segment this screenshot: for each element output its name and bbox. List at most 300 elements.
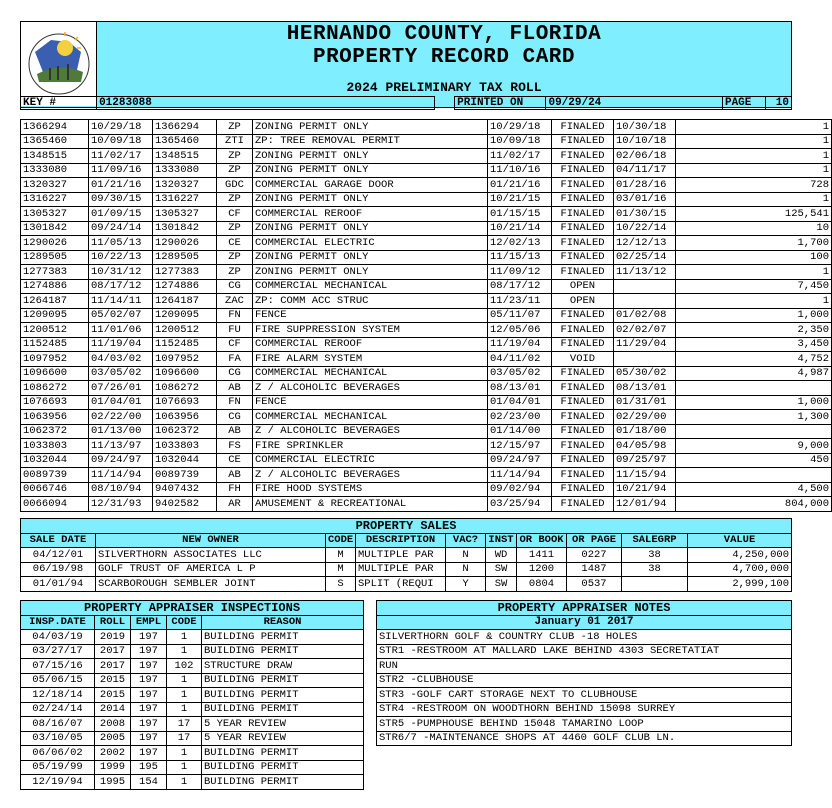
key-row (20, 96, 792, 110)
final-date: 10/10/18 (614, 134, 676, 149)
application-date: 04/11/02 (488, 352, 552, 367)
final-date: 12/01/94 (614, 497, 676, 512)
permit-value: 1 (676, 149, 832, 164)
issue-date: 11/19/04 (89, 337, 153, 352)
sales-column-header: OR BOOK (517, 533, 567, 548)
permit-number: 1086272 (21, 381, 89, 396)
sales-column-header: SALE DATE (21, 533, 96, 548)
permit-value: 1 (676, 120, 832, 135)
sale-date: 06/19/98 (21, 562, 96, 577)
permit-id: 1320327 (153, 178, 217, 193)
issue-date: 09/30/15 (89, 192, 153, 207)
permit-value: 100 (676, 250, 832, 265)
permit-code: ZP (217, 149, 253, 164)
property-sales-table (20, 518, 792, 592)
permit-row (21, 265, 832, 280)
permit-number: 1076693 (21, 395, 89, 410)
permit-description: ZONING PERMIT ONLY (253, 149, 488, 164)
final-date (614, 279, 676, 294)
permit-status: FINALED (552, 192, 614, 207)
permit-value: 4,752 (676, 352, 832, 367)
permit-row (21, 337, 832, 352)
permit-row (21, 149, 832, 164)
issue-date: 08/17/12 (89, 279, 153, 294)
permit-row (21, 497, 832, 512)
page-value: 10 (765, 97, 791, 110)
vacant-flag: N (446, 562, 486, 577)
inspection-row (21, 775, 364, 790)
sales-column-header: VAC? (446, 533, 486, 548)
permit-row (21, 439, 832, 454)
permits-table (20, 119, 832, 512)
inspection-row (21, 717, 364, 732)
inspections-table (20, 600, 364, 790)
permit-row (21, 352, 832, 367)
inspection-reason: BUILDING PERMIT (202, 702, 364, 717)
permit-row (21, 323, 832, 338)
printed-label: PRINTED ON (455, 97, 546, 110)
permit-code: FS (217, 439, 253, 454)
permit-value: 1,300 (676, 410, 832, 425)
instrument: SW (486, 562, 517, 577)
permit-status: FINALED (552, 250, 614, 265)
application-date: 12/05/06 (488, 323, 552, 338)
inspection-date: 03/10/05 (21, 731, 95, 746)
final-date: 02/29/00 (614, 410, 676, 425)
permit-id: 1333080 (153, 163, 217, 178)
application-date: 11/10/16 (488, 163, 552, 178)
note-line: RUN (377, 659, 792, 674)
final-date: 10/22/14 (614, 221, 676, 236)
application-date: 10/09/18 (488, 134, 552, 149)
permit-id: 1076693 (153, 395, 217, 410)
employee: 197 (131, 746, 167, 761)
final-date: 02/02/07 (614, 323, 676, 338)
permit-id: 1209095 (153, 308, 217, 323)
permit-number: 0066746 (21, 482, 89, 497)
permit-status: FINALED (552, 265, 614, 280)
key-label: KEY # (21, 97, 97, 110)
note-row (377, 731, 792, 746)
sale-group: 38 (622, 562, 688, 577)
sales-title: PROPERTY SALES (21, 519, 792, 534)
note-row (377, 688, 792, 703)
permit-status: FINALED (552, 163, 614, 178)
permit-value (676, 424, 832, 439)
inspection-reason: BUILDING PERMIT (202, 644, 364, 659)
inspection-code: 17 (167, 717, 202, 732)
permit-status: FINALED (552, 178, 614, 193)
permit-number: 1274886 (21, 279, 89, 294)
inspection-date: 05/06/15 (21, 673, 95, 688)
permit-value: 3,450 (676, 337, 832, 352)
application-date: 08/13/01 (488, 381, 552, 396)
application-date: 10/21/15 (488, 192, 552, 207)
roll-year: 1995 (95, 775, 131, 790)
sale-group (622, 577, 688, 592)
permit-code: CE (217, 236, 253, 251)
inspection-code: 17 (167, 731, 202, 746)
permit-description: FIRE ALARM SYSTEM (253, 352, 488, 367)
inspection-code: 1 (167, 644, 202, 659)
permit-id: 1289505 (153, 250, 217, 265)
final-date: 08/13/01 (614, 381, 676, 396)
inspection-row (21, 659, 364, 674)
page-label: PAGE (722, 97, 765, 110)
permit-id: 1348515 (153, 149, 217, 164)
permit-description: FIRE SUPPRESSION SYSTEM (253, 323, 488, 338)
permit-row (21, 250, 832, 265)
or-book: 1200 (517, 562, 567, 577)
permit-status: FINALED (552, 207, 614, 222)
permit-number: 0066094 (21, 497, 89, 512)
permit-code: AB (217, 468, 253, 483)
inspection-row (21, 630, 364, 645)
sales-column-header: OR PAGE (567, 533, 622, 548)
note-row (377, 644, 792, 659)
permit-value: 804,000 (676, 497, 832, 512)
inspection-date: 03/27/17 (21, 644, 95, 659)
application-date: 12/02/13 (488, 236, 552, 251)
application-date: 11/23/11 (488, 294, 552, 309)
sales-row (21, 548, 792, 563)
instrument: SW (486, 577, 517, 592)
permit-value: 4,500 (676, 482, 832, 497)
permit-description: COMMERCIAL ELECTRIC (253, 236, 488, 251)
issue-date: 11/14/11 (89, 294, 153, 309)
inspection-date: 07/15/16 (21, 659, 95, 674)
permit-status: OPEN (552, 294, 614, 309)
inspections-column-header: CODE (167, 615, 202, 630)
issue-date: 05/02/07 (89, 308, 153, 323)
application-date: 01/04/01 (488, 395, 552, 410)
issue-date: 01/13/00 (89, 424, 153, 439)
permit-number: 1063956 (21, 410, 89, 425)
permit-id: 1301842 (153, 221, 217, 236)
permit-code: FU (217, 323, 253, 338)
employee: 154 (131, 775, 167, 790)
roll-year: 2019 (95, 630, 131, 645)
permit-status: FINALED (552, 134, 614, 149)
new-owner: SCARBOROUGH SEMBLER JOINT (96, 577, 326, 592)
application-date: 11/19/04 (488, 337, 552, 352)
sale-value: 4,700,000 (688, 562, 792, 577)
inspection-date: 12/19/94 (21, 775, 95, 790)
permit-status: FINALED (552, 337, 614, 352)
permit-id: 1096600 (153, 366, 217, 381)
instrument: WD (486, 548, 517, 563)
key-spacer (434, 97, 454, 110)
permit-description: COMMERCIAL MECHANICAL (253, 410, 488, 425)
or-page: 0227 (567, 548, 622, 563)
permit-description: FIRE SPRINKLER (253, 439, 488, 454)
permit-id: 1316227 (153, 192, 217, 207)
permit-id: 1365460 (153, 134, 217, 149)
issue-date: 10/31/12 (89, 265, 153, 280)
inspection-row (21, 673, 364, 688)
permit-code: FH (217, 482, 253, 497)
issue-date: 10/09/18 (89, 134, 153, 149)
permit-number: 1290026 (21, 236, 89, 251)
issue-date: 11/05/13 (89, 236, 153, 251)
or-page: 0537 (567, 577, 622, 592)
permit-code: AR (217, 497, 253, 512)
permit-status: FINALED (552, 497, 614, 512)
issue-date: 11/13/97 (89, 439, 153, 454)
permit-description: ZP: COMM ACC STRUC (253, 294, 488, 309)
roll-year: 2005 (95, 731, 131, 746)
permit-number: 1365460 (21, 134, 89, 149)
permit-number: 1032044 (21, 453, 89, 468)
permit-row (21, 482, 832, 497)
application-date: 10/29/18 (488, 120, 552, 135)
final-date: 01/02/08 (614, 308, 676, 323)
inspection-date: 06/06/02 (21, 746, 95, 761)
issue-date: 04/03/02 (89, 352, 153, 367)
permit-code: FN (217, 395, 253, 410)
permit-number: 0089739 (21, 468, 89, 483)
inspection-date: 08/16/07 (21, 717, 95, 732)
permit-description: FENCE (253, 395, 488, 410)
permit-code: CF (217, 207, 253, 222)
permit-number: 1289505 (21, 250, 89, 265)
roll-year: 2014 (95, 702, 131, 717)
permit-code: AB (217, 381, 253, 396)
note-line: STR5 -PUMPHOUSE BEHIND 15048 TAMARINO LOOP (377, 717, 792, 732)
roll-year: 2017 (95, 659, 131, 674)
roll-year: 2002 (95, 746, 131, 761)
permit-id: 1200512 (153, 323, 217, 338)
employee: 197 (131, 702, 167, 717)
issue-date: 12/31/93 (89, 497, 153, 512)
final-date: 02/25/14 (614, 250, 676, 265)
permit-status: FINALED (552, 323, 614, 338)
permit-description: AMUSEMENT & RECREATIONAL (253, 497, 488, 512)
inspection-code: 1 (167, 746, 202, 761)
permit-status: FINALED (552, 308, 614, 323)
sales-column-header: SALEGRP (622, 533, 688, 548)
final-date: 11/13/12 (614, 265, 676, 280)
permit-code: ZP (217, 192, 253, 207)
note-line: STR1 -RESTROOM AT MALLARD LAKE BEHIND 4303 SECRETATIAT (377, 644, 792, 659)
employee: 197 (131, 673, 167, 688)
permit-value: 9,000 (676, 439, 832, 454)
permit-status: FINALED (552, 221, 614, 236)
permit-id: 1097952 (153, 352, 217, 367)
permit-number: 1264187 (21, 294, 89, 309)
permit-value: 1 (676, 163, 832, 178)
inspection-row (21, 644, 364, 659)
permit-status: FINALED (552, 410, 614, 425)
permit-value: 1,000 (676, 395, 832, 410)
sales-column-header: INST (486, 533, 517, 548)
permit-code: ZTI (217, 134, 253, 149)
permit-id: 1305327 (153, 207, 217, 222)
permit-value: 2,350 (676, 323, 832, 338)
permit-id: 1366294 (153, 120, 217, 135)
permit-description: ZONING PERMIT ONLY (253, 163, 488, 178)
permit-value: 7,450 (676, 279, 832, 294)
issue-date: 09/24/14 (89, 221, 153, 236)
note-row (377, 630, 792, 645)
permit-code: CG (217, 366, 253, 381)
permit-id: 1264187 (153, 294, 217, 309)
permit-id: 1086272 (153, 381, 217, 396)
permit-id: 0089739 (153, 468, 217, 483)
permit-number: 1301842 (21, 221, 89, 236)
sales-column-header: NEW OWNER (96, 533, 326, 548)
note-row (377, 673, 792, 688)
permit-row (21, 279, 832, 294)
permit-code: FA (217, 352, 253, 367)
final-date: 01/28/16 (614, 178, 676, 193)
county-seal-logo (21, 22, 97, 106)
permit-number: 1348515 (21, 149, 89, 164)
permit-code: ZP (217, 163, 253, 178)
notes-date: January 01 2017 (377, 615, 792, 630)
permit-number: 1316227 (21, 192, 89, 207)
final-date: 04/05/98 (614, 439, 676, 454)
application-date: 12/15/97 (488, 439, 552, 454)
sale-code: M (326, 562, 356, 577)
permit-row (21, 366, 832, 381)
permit-row (21, 424, 832, 439)
note-line: STR3 -GOLF CART STORAGE NEXT TO CLUBHOUSE (377, 688, 792, 703)
application-date: 09/24/97 (488, 453, 552, 468)
permit-id: 1063956 (153, 410, 217, 425)
roll-year: 2015 (95, 673, 131, 688)
permit-description: ZP: TREE REMOVAL PERMIT (253, 134, 488, 149)
permit-status: OPEN (552, 279, 614, 294)
inspection-row (21, 702, 364, 717)
employee: 197 (131, 630, 167, 645)
sale-value: 4,250,000 (688, 548, 792, 563)
employee: 197 (131, 659, 167, 674)
application-date: 02/23/00 (488, 410, 552, 425)
permit-number: 1277383 (21, 265, 89, 280)
permit-id: 9402582 (153, 497, 217, 512)
permit-value: 1 (676, 192, 832, 207)
permit-description: FIRE HOOD SYSTEMS (253, 482, 488, 497)
permit-number: 1209095 (21, 308, 89, 323)
application-date: 11/09/12 (488, 265, 552, 280)
permit-id: 1152485 (153, 337, 217, 352)
permit-code: CE (217, 453, 253, 468)
inspections-column-header: INSP.DATE (21, 615, 95, 630)
permit-id: 1033803 (153, 439, 217, 454)
permit-description: COMMERCIAL REROOF (253, 207, 488, 222)
issue-date: 11/09/16 (89, 163, 153, 178)
employee: 197 (131, 731, 167, 746)
permit-row (21, 468, 832, 483)
key-value: 01283088 (97, 97, 435, 110)
inspection-reason: 5 YEAR REVIEW (202, 717, 364, 732)
permit-status: FINALED (552, 439, 614, 454)
permit-code: ZP (217, 120, 253, 135)
issue-date: 08/10/94 (89, 482, 153, 497)
issue-date: 01/09/15 (89, 207, 153, 222)
permit-description: ZONING PERMIT ONLY (253, 250, 488, 265)
roll-year: 2015 (95, 688, 131, 703)
permit-row (21, 410, 832, 425)
permit-number: 1200512 (21, 323, 89, 338)
application-date: 01/14/00 (488, 424, 552, 439)
permit-value: 125,541 (676, 207, 832, 222)
permit-value: 10 (676, 221, 832, 236)
permit-value (676, 381, 832, 396)
permit-description: ZONING PERMIT ONLY (253, 221, 488, 236)
permit-description: COMMERCIAL MECHANICAL (253, 366, 488, 381)
application-date: 03/05/02 (488, 366, 552, 381)
permit-row (21, 207, 832, 222)
final-date: 09/25/97 (614, 453, 676, 468)
application-date: 08/17/12 (488, 279, 552, 294)
employee: 197 (131, 644, 167, 659)
permit-status: FINALED (552, 120, 614, 135)
permit-id: 9407432 (153, 482, 217, 497)
new-owner: SILVERTHORN ASSOCIATES LLC (96, 548, 326, 563)
note-row (377, 717, 792, 732)
permit-status: VOID (552, 352, 614, 367)
permit-code: CG (217, 279, 253, 294)
final-date: 01/30/15 (614, 207, 676, 222)
permit-value: 4,987 (676, 366, 832, 381)
sale-description: SPLIT (REQUI (356, 577, 446, 592)
permit-status: FINALED (552, 468, 614, 483)
application-date: 11/15/13 (488, 250, 552, 265)
permit-number: 1305327 (21, 207, 89, 222)
permit-row (21, 294, 832, 309)
permit-code: FN (217, 308, 253, 323)
issue-date: 07/26/01 (89, 381, 153, 396)
inspections-column-header: EMPL (131, 615, 167, 630)
inspection-reason: 5 YEAR REVIEW (202, 731, 364, 746)
permit-value: 1 (676, 265, 832, 280)
permit-status: FINALED (552, 395, 614, 410)
permit-id: 1032044 (153, 453, 217, 468)
inspection-date: 05/19/99 (21, 760, 95, 775)
permit-description: COMMERCIAL REROOF (253, 337, 488, 352)
employee: 197 (131, 688, 167, 703)
permit-value: 1 (676, 134, 832, 149)
inspection-row (21, 746, 364, 761)
final-date (614, 352, 676, 367)
final-date: 04/11/17 (614, 163, 676, 178)
issue-date: 01/21/16 (89, 178, 153, 193)
permit-code: CG (217, 410, 253, 425)
note-line: STR4 -RESTROOM ON WOODTHORN BEHIND 15098 SURREY (377, 702, 792, 717)
permit-status: FINALED (552, 453, 614, 468)
notes-title: PROPERTY APPRAISER NOTES (377, 601, 792, 616)
issue-date: 09/24/97 (89, 453, 153, 468)
note-line: STR6/7 -MAINTENANCE SHOPS AT 4460 GOLF CLUB LN. (377, 731, 792, 746)
permit-code: CF (217, 337, 253, 352)
inspection-row (21, 731, 364, 746)
application-date: 05/11/07 (488, 308, 552, 323)
permit-number: 1062372 (21, 424, 89, 439)
permit-number: 1096600 (21, 366, 89, 381)
or-book: 0804 (517, 577, 567, 592)
permit-status: FINALED (552, 424, 614, 439)
inspection-row (21, 760, 364, 775)
inspection-reason: BUILDING PERMIT (202, 673, 364, 688)
final-date: 11/15/94 (614, 468, 676, 483)
permit-description: Z / ALCOHOLIC BEVERAGES (253, 468, 488, 483)
sale-date: 04/12/01 (21, 548, 96, 563)
issue-date: 10/22/13 (89, 250, 153, 265)
sales-row (21, 562, 792, 577)
sales-row (21, 577, 792, 592)
